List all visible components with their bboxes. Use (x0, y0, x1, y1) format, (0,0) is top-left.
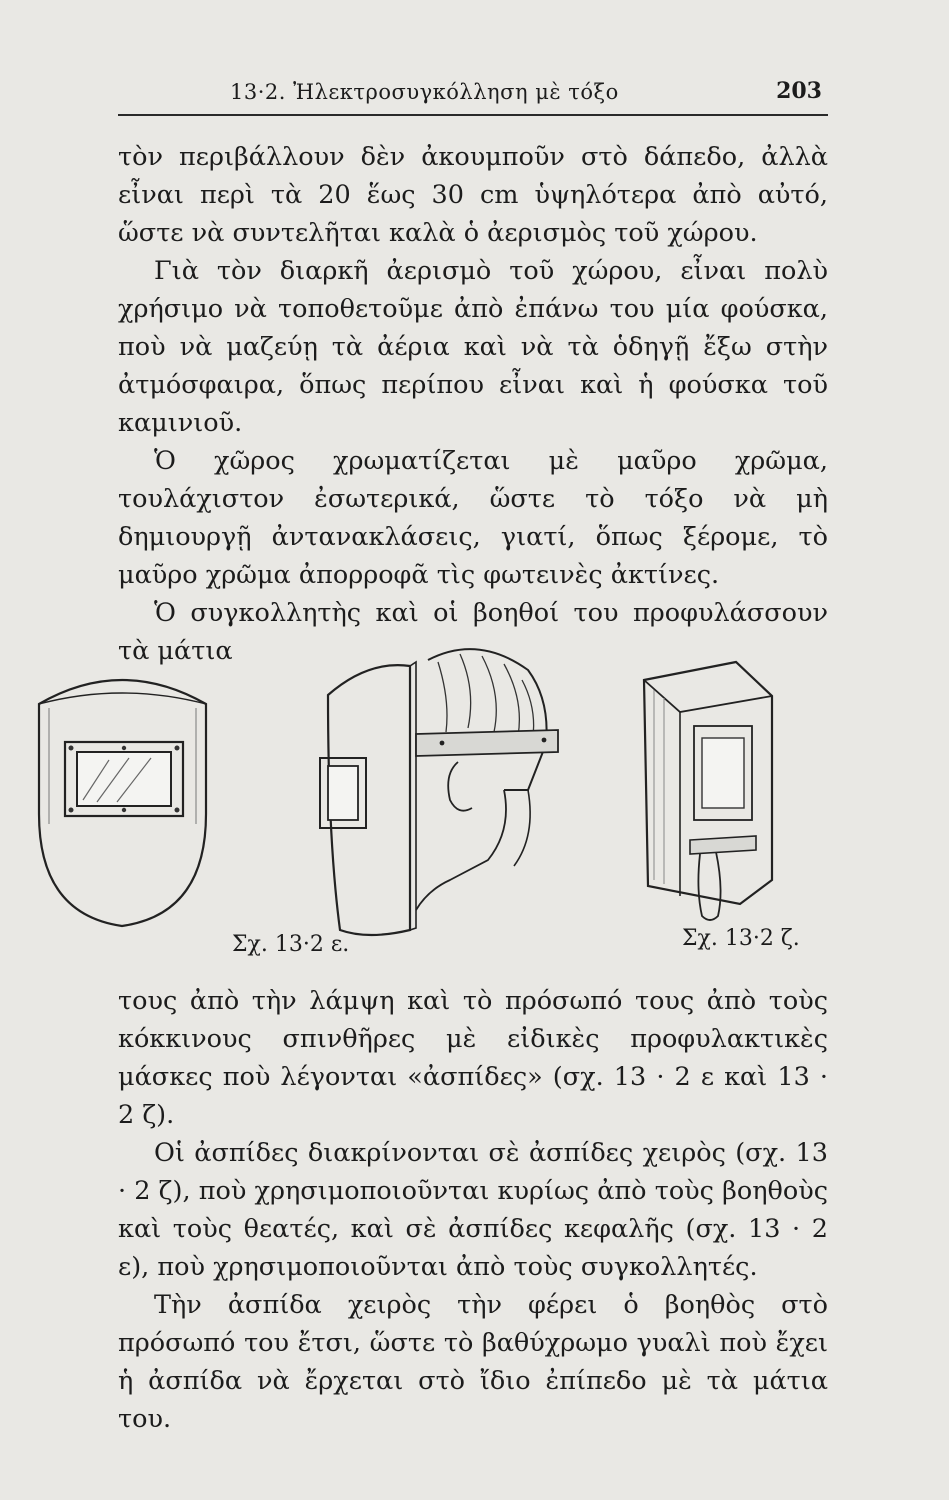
figures-area (0, 640, 949, 970)
body-text-bottom (118, 982, 828, 1438)
welding-hand-shield-illustration (638, 660, 778, 930)
paragraph: Ὁ συγκολλητὴς καὶ οἱ βοηθοί του προφυλάσσουν τὰ μάτια (118, 598, 828, 666)
running-header (118, 74, 828, 116)
page-number: 203 (776, 78, 822, 104)
chapter-section-title: 13·2. Ἠλεκτροσυγκόλληση μὲ τόξο (230, 80, 619, 104)
paragraph: τὸν περιβάλλουν δὲν ἀκουμποῦν στὸ δάπεδο, ἀλλὰ εἶναι περὶ τὰ 20 ἕως 30 cm ὑψηλότερα ἀπὸ αὐτό, ὥστε νὰ συντελῆται καλὰ ὁ ἀερισμὸς τοῦ χώρου. (118, 142, 828, 248)
paragraph: Οἱ ἀσπίδες διακρίνονται σὲ ἀσπίδες χειρὸς (σχ. 13 · 2 ζ), ποὺ χρησιμοποιοῦνται κυρίως ἀπὸ τοὺς βοηθοὺς καὶ τοὺς θεατές, καὶ σὲ ἀσπίδες κεφαλῆς (σχ. 13 · 2 ε), ποὺ χρησιμοποιοῦνται ἀπὸ τοὺς συγκολλητές. (118, 1138, 828, 1282)
paragraph: Γιὰ τὸν διαρκῆ ἀερισμὸ τοῦ χώρου, εἶναι πολὺ χρήσιμο νὰ τοποθετοῦμε ἀπὸ ἐπάνω του μία φούσκα, ποὺ νὰ μαζεύῃ τὰ ἀέρια καὶ νὰ τὰ ὁδηγῇ ἔξω στὴν ἀτμόσφαιρα, ὅπως περίπου εἶναι καὶ ἡ φούσκα τοῦ καμινιοῦ. (118, 256, 828, 438)
paragraph: τους ἀπὸ τὴν λάμψη καὶ τὸ πρόσωπό τους ἀπὸ τοὺς κόκκινους σπινθῆρες μὲ εἰδικὲς προφυλακτικὲς μάσκες ποὺ λέγονται «ἀσπίδες» (σχ. 13 · 2 ε καὶ 13 · 2 ζ). (118, 986, 828, 1130)
welding-head-shield-worn-illustration (318, 640, 568, 940)
paragraph: Τὴν ἀσπίδα χειρὸς τὴν φέρει ὁ βοηθὸς στὸ πρόσωπό του ἔτσι, ὥστε τὸ βαθύχρωμο γυαλὶ ποὺ ἔχει ἡ ἀσπίδα νὰ ἔρχεται στὸ ἴδιο ἐπίπεδο μὲ τὰ μάτια του. (118, 1290, 828, 1434)
paragraph: Ὁ χῶρος χρωματίζεται μὲ μαῦρο χρῶμα, τουλάχιστον ἐσωτερικά, ὥστε τὸ τόξο νὰ μὴ δημιουργῇ ἀντανακλάσεις, γιατί, ὅπως ξέρομε, τὸ μαῦρο χρῶμα ἀπορροφᾶ τὶς φωτεινὲς ἀκτίνες. (118, 446, 828, 590)
figure-caption-13-2e: Σχ. 13·2 ε. (232, 932, 350, 957)
figure-caption-13-2z: Σχ. 13·2 ζ. (682, 926, 800, 951)
body-text-top (118, 138, 828, 670)
welding-head-shield-front-illustration (25, 664, 220, 934)
